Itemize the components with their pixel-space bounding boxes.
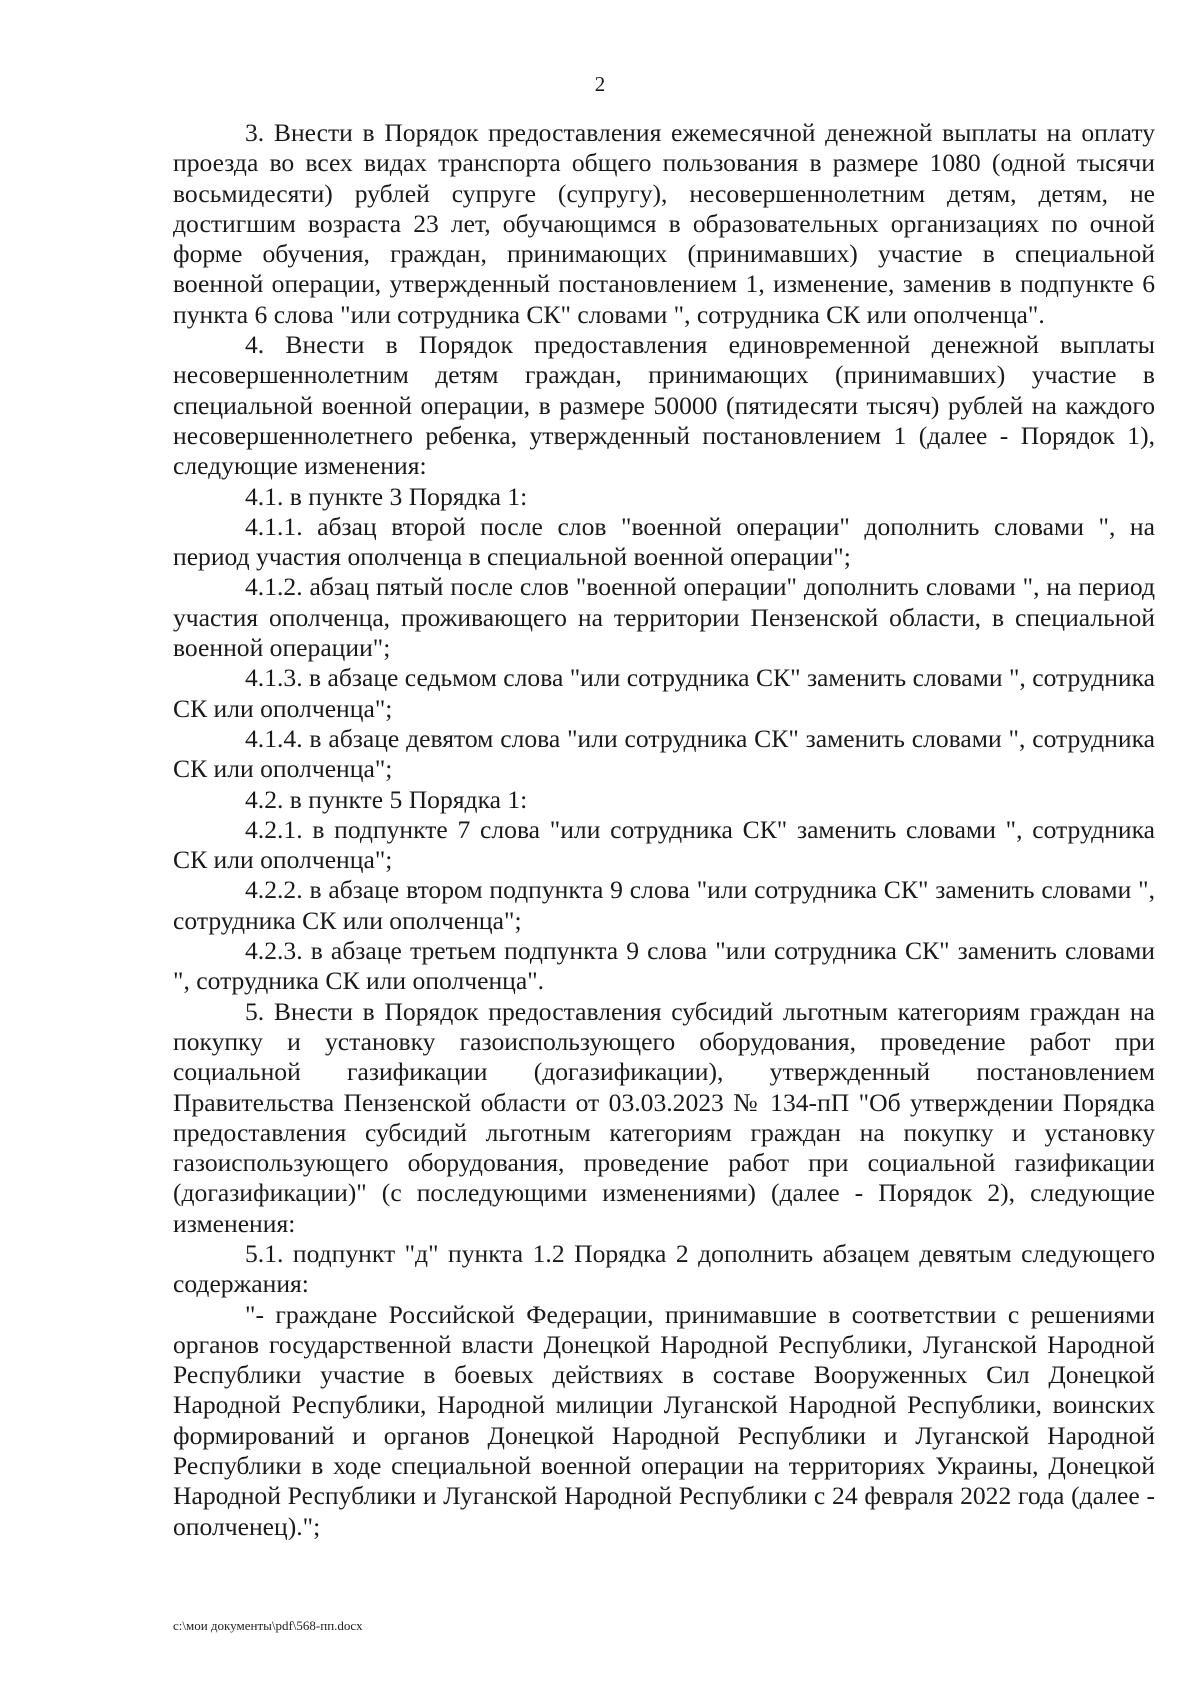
- paragraph-4-2: 4.2. в пункте 5 Порядка 1:: [245, 784, 528, 814]
- paragraph-4-1: 4.1. в пункте 3 Порядка 1:: [245, 481, 528, 511]
- paragraph-4-1-1: 4.1.1. абзац второй после слов "военной операции" дополнить словами ", на период участия ополченца в специальной военной операции";: [173, 511, 1155, 572]
- document-body: [173, 118, 1155, 1542]
- paragraph-4-2-2: 4.2.2. в абзаце втором подпункта 9 слова "или сотрудника СК" заменить словами ", сотрудника СК или ополченца";: [173, 875, 1155, 935]
- page-number: 2: [594, 72, 606, 96]
- paragraph-4-1-4: 4.1.4. в абзаце девятом слова "или сотрудника СК" заменить словами ", сотрудника СК или ополченца";: [173, 723, 1155, 784]
- paragraph-4-1-2: 4.1.2. абзац пятый после слов "военной операции" дополнить словами ", на период участия ополченца, проживающего на территории Пензенской области, в специальной военной операции";: [173, 572, 1155, 663]
- paragraph-4-2-1: 4.2.1. в подпункте 7 слова "или сотрудника СК" заменить словами ", сотрудника СК или ополченца";: [173, 814, 1155, 875]
- paragraph-5-1: 5.1. подпункт "д" пункта 1.2 Порядка 2 дополнить абзацем девятым следующего содержания:: [173, 1238, 1155, 1299]
- paragraph-4-2-3: 4.2.3. в абзаце третьем подпункта 9 слова "или сотрудника СК" заменить словами ", сотрудника СК или ополченца".: [173, 936, 1155, 996]
- paragraph-5: 5. Внести в Порядок предоставления субсидий льготным категориям граждан на покупку и установку газоиспользующего оборудования, проведение работ при социальной газификации (догазификации), утвержденный постановлением Правительства Пензенской области от 03.03.2023 № 134-пП "Об утверждении Порядка предоставления субсидий льготным категориям граждан на покупку и установку газоиспользующего оборудования, проведение работ при социальной газификации (догазификации)" (с последующими изменениями) (далее - Порядок 2), следующие изменения:: [173, 996, 1155, 1238]
- paragraph-5-1-quote: "- граждане Российской Федерации, принимавшие в соответствии с решениями органов государственной власти Донецкой Народной Республики, Луганской Народной Республики участие в боевых действиях в составе Вооруженных Сил Донецкой Народной Республики, Народной милиции Луганской Народной Республики, воинских формирований и органов Донецкой Народной Республики и Луганской Народной Республики в ходе специальной военной операции на территориях Украины, Донецкой Народной Республики и Луганской Народной Республики с 24 февраля 2022 года (далее - ополченец).";: [173, 1299, 1155, 1541]
- paragraph-3: 3. Внести в Порядок предоставления ежемесячной денежной выплаты на оплату проезда во всех видах транспорта общего пользования в размере 1080 (одной тысячи восьмидесяти) рублей супруге (супругу), несовершеннолетним детям, детям, не достигшим возраста 23 лет, обучающимся в образовательных организациях по очной форме обучения, граждан, принимающих (принимавших) участие в специальной военной операции, утвержденный постановлением 1, изменение, заменив в подпункте 6 пункта 6 слова "или сотрудника СК" словами ", сотрудника СК или ополченца".: [173, 118, 1155, 329]
- paragraph-4-1-3: 4.1.3. в абзаце седьмом слова "или сотрудника СК" заменить словами ", сотрудника СК или ополченца";: [173, 663, 1155, 723]
- paragraph-4: 4. Внести в Порядок предоставления единовременной денежной выплаты несовершеннолетним детям граждан, принимающих (принимавших) участие в специальной военной операции, в размере 50000 (пятидесяти тысяч) рублей на каждого несовершеннолетнего ребенка, утвержденный постановлением 1 (далее - Порядок 1), следующие изменения:: [173, 330, 1155, 481]
- file-path-footer: c:\мои документы\pdf\568-пп.docx: [173, 1618, 363, 1633]
